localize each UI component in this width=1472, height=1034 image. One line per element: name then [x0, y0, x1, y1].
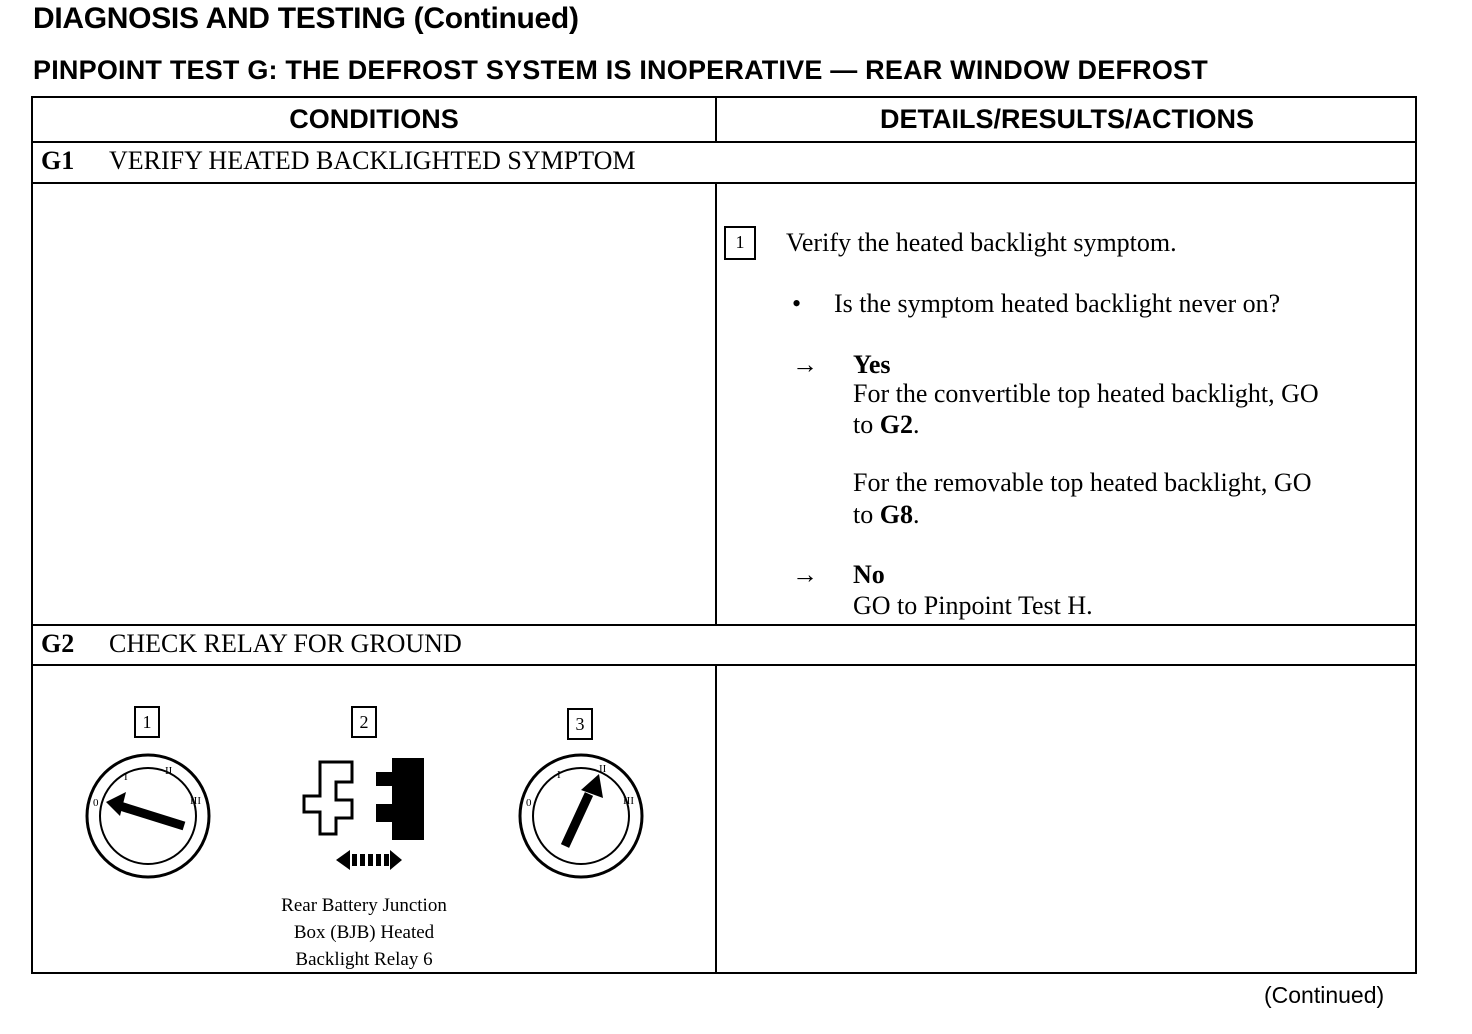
- step-g1-title: VERIFY HEATED BACKLIGHTED SYMPTOM: [109, 146, 636, 175]
- yes-label: Yes: [853, 350, 891, 379]
- dial-mark: I: [124, 771, 128, 783]
- divider: [33, 182, 1415, 184]
- caption-line: Rear Battery Junction: [281, 895, 447, 916]
- figure-number-box: 2: [351, 706, 377, 738]
- step-instruction: Verify the heated backlight symptom.: [786, 228, 1177, 257]
- step-number-box: 1: [724, 226, 756, 260]
- figure-number-box: 3: [567, 708, 593, 740]
- test-title: PINPOINT TEST G: THE DEFROST SYSTEM IS INOPERATIVE — REAR WINDOW DEFROST: [33, 55, 1208, 85]
- step-ref-g8: G8: [879, 500, 913, 529]
- page-title: DIAGNOSIS AND TESTING (Continued): [33, 2, 579, 35]
- caption-line: Backlight Relay 6: [295, 949, 433, 970]
- dial-mark: II: [599, 763, 607, 775]
- text: .: [912, 410, 920, 439]
- yes-line2: [853, 410, 919, 440]
- dial-mark: III: [190, 795, 201, 807]
- dial-mark: II: [165, 765, 173, 777]
- relay-caption: [244, 892, 484, 973]
- column-divider: [715, 183, 717, 625]
- ignition-switch-off-icon: [84, 752, 214, 882]
- text: .: [912, 500, 920, 529]
- yes-line4: [853, 500, 919, 530]
- text: to: [853, 500, 880, 529]
- arrow-icon: →: [792, 560, 818, 589]
- divider: [33, 624, 1415, 626]
- dial-mark: 0: [93, 797, 99, 809]
- step-g1-id: G1: [41, 146, 75, 175]
- dial-mark: III: [623, 795, 634, 807]
- no-label: No: [853, 560, 885, 589]
- dial-mark: 0: [526, 797, 532, 809]
- relay-connector-icon: [296, 752, 431, 877]
- continued-note: (Continued): [1264, 982, 1385, 1008]
- divider: [33, 141, 1415, 143]
- ignition-switch-run-icon: [517, 752, 647, 882]
- figure-number-box: 1: [134, 706, 160, 738]
- step-g2-id: G2: [41, 629, 75, 658]
- text: to: [853, 410, 880, 439]
- column-divider: [715, 98, 717, 142]
- step-g2-title: CHECK RELAY FOR GROUND: [109, 629, 462, 658]
- column-divider: [715, 665, 717, 974]
- question: Is the symptom heated backlight never on?: [834, 289, 1281, 318]
- no-text: GO to Pinpoint Test H.: [853, 591, 1093, 620]
- yes-line3: For the removable top heated backlight, GO: [853, 468, 1312, 497]
- details-header: DETAILS/RESULTS/ACTIONS: [879, 104, 1254, 134]
- divider: [33, 664, 1415, 666]
- step-ref-g2: G2: [879, 410, 913, 439]
- conditions-header: CONDITIONS: [289, 104, 459, 134]
- bullet: •: [792, 289, 802, 318]
- caption-line: Box (BJB) Heated: [293, 922, 435, 943]
- arrow-icon: →: [792, 350, 818, 379]
- yes-line1: For the convertible top heated backlight, GO: [853, 379, 1319, 408]
- dial-mark: I: [557, 769, 561, 781]
